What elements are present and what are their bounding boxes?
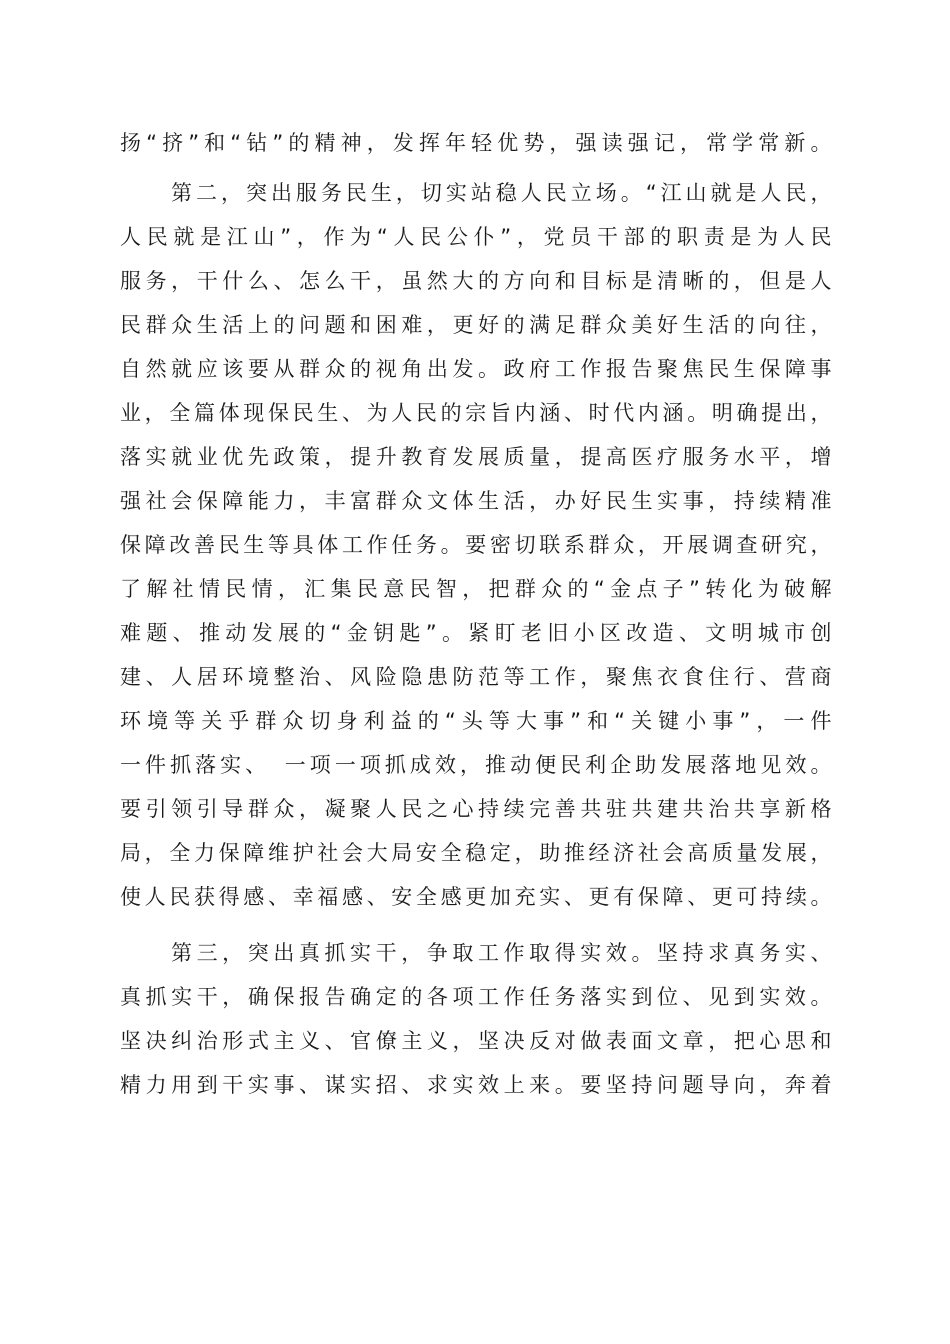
- paragraph-2-line-4: 民群众生活上的问题和困难，更好的满足群众美好生活的向往，: [120, 313, 832, 337]
- paragraph-2-line-14: 一件抓落实、 一项一项抓成效，推动便民利企助发展落地见效。: [120, 753, 832, 777]
- paragraph-2-line-7: 落实就业优先政策，提升教育发展质量，提高医疗服务水平，增: [120, 445, 832, 469]
- paragraph-2-line-3: 服务，干什么、怎么干，虽然大的方向和目标是清晰的，但是人: [120, 269, 832, 293]
- paragraph-2-line-17: 使人民获得感、幸福感、安全感更加充实、更有保障、更可持续。: [120, 885, 832, 909]
- paragraph-2-line-5: 自然就应该要从群众的视角出发。政府工作报告聚焦民生保障事: [120, 357, 832, 381]
- paragraph-2-line-6: 业，全篇体现保民生、为人民的宗旨内涵、时代内涵。明确提出，: [120, 401, 832, 425]
- paragraph-2-line-11: 难题、推动发展的“金钥匙”。紧盯老旧小区改造、文明城市创: [120, 621, 832, 645]
- paragraph-2-line-16: 局，全力保障维护社会大局安全稳定，助推经济社会高质量发展，: [120, 841, 832, 865]
- paragraph-3-line-4: 精力用到干实事、谋实招、求实效上来。要坚持问题导向，奔着: [120, 1073, 832, 1097]
- paragraph-2-line-9: 保障改善民生等具体工作任务。要密切联系群众，开展调查研究，: [120, 533, 832, 557]
- paragraph-3-line-1: 第三，突出真抓实干，争取工作取得实效。坚持求真务实、: [171, 941, 832, 965]
- paragraph-2-line-8: 强社会保障能力，丰富群众文体生活，办好民生实事，持续精准: [120, 489, 832, 513]
- paragraph-2-line-13: 环境等关乎群众切身利益的“头等大事”和“关键小事”，一件: [120, 709, 832, 733]
- paragraph-2-line-2: 人民就是江山”，作为“人民公仆”，党员干部的职责是为人民: [120, 225, 832, 249]
- paragraph-2-line-10: 了解社情民情，汇集民意民智，把群众的“金点子”转化为破解: [120, 577, 832, 601]
- paragraph-3-line-2: 真抓实干，确保报告确定的各项工作任务落实到位、见到实效。: [120, 985, 832, 1009]
- paragraph-2-line-1: 第二，突出服务民生，切实站稳人民立场。“江山就是人民，: [171, 181, 832, 205]
- paragraph-1-line-1: 扬“挤”和“钻”的精神，发挥年轻优势，强读强记，常学常新。: [120, 131, 832, 155]
- paragraph-2-line-15: 要引领引导群众，凝聚人民之心持续完善共驻共建共治共享新格: [120, 797, 832, 821]
- paragraph-2-line-12: 建、人居环境整治、风险隐患防范等工作，聚焦衣食住行、营商: [120, 665, 832, 689]
- paragraph-3-line-3: 坚决纠治形式主义、官僚主义，坚决反对做表面文章，把心思和: [120, 1029, 832, 1053]
